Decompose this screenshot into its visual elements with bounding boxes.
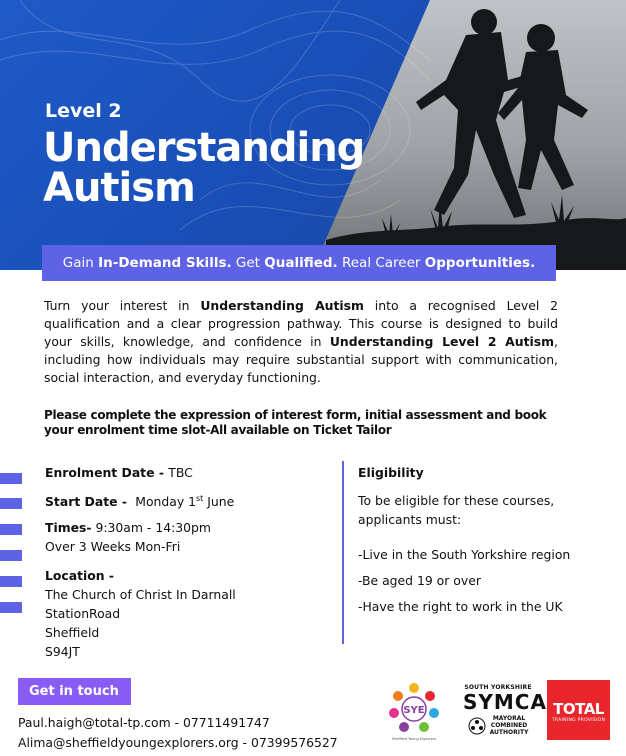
location-line: StationRoad <box>45 606 121 622</box>
enrolment-notice: Please complete the expression of interest form, initial assessment and book your enrolment time slot-All available on Ticket Tailor <box>44 408 547 437</box>
tagline-part: Get <box>231 255 265 271</box>
description-text: Turn your interest in <box>44 298 201 313</box>
tagline-bold: In-Demand Skills. <box>98 255 232 271</box>
start-date-value: Monday 1 <box>131 494 196 510</box>
times-label: Times- <box>45 520 92 536</box>
marker-bar <box>0 602 22 613</box>
enrolment-date-label: Enrolment Date - <box>45 465 169 480</box>
total-main: TOTAL <box>553 700 604 718</box>
description-text: , including how individuals may require substantial support with communication, social interaction, and everyday functioning. <box>44 334 558 385</box>
description-bold: Understanding Level 2 Autism <box>329 334 555 349</box>
course-title-line-2: Autism <box>43 165 195 211</box>
tagline-bold: Opportunities. <box>424 255 536 271</box>
total-training-logo <box>547 680 610 740</box>
start-date <box>45 489 325 511</box>
marker-bar <box>0 576 22 587</box>
contact-details <box>18 713 338 753</box>
eligibility-criterion: -Have the right to work in the UK <box>358 599 563 614</box>
contact-line[interactable]: Paul.haigh@total-tp.com - 07711491747 <box>18 715 270 730</box>
contact-line[interactable]: Alima@sheffieldyoungexplorers.org - 07399576527 <box>18 735 338 750</box>
marker-bar <box>0 473 22 484</box>
total-sub: TRAINING PROVISION <box>551 718 606 723</box>
course-level: Level 2 <box>45 100 122 122</box>
symca-emblem-icon <box>468 717 486 735</box>
column-divider <box>342 461 344 644</box>
eligibility-section <box>358 463 608 623</box>
marker-bar <box>0 550 22 561</box>
start-date-label: Start Date - <box>45 494 132 510</box>
eligibility-criterion: -Be aged 19 or over <box>358 573 481 588</box>
get-in-touch-button[interactable]: Get in touch <box>18 678 131 705</box>
children-silhouette-image <box>326 0 626 270</box>
tagline-part: Gain <box>62 255 99 271</box>
course-description <box>44 297 558 387</box>
times-note: Over 3 Weeks Mon-Fri <box>45 539 181 555</box>
enrolment-date-value: TBC <box>168 465 193 480</box>
location-label: Location - <box>45 568 115 584</box>
tagline-bold: Qualified. <box>264 255 338 271</box>
location-line: S94JT <box>45 644 80 660</box>
tagline-part: Real Career <box>337 255 425 271</box>
location-line: Sheffield <box>45 625 100 641</box>
symca-emblem-row <box>463 715 533 736</box>
location <box>45 566 325 661</box>
symca-sub: MAYORAL COMBINED AUTHORITY <box>489 715 529 736</box>
course-title-line-1: Understanding <box>43 125 365 171</box>
course-details <box>45 463 325 668</box>
enrolment-date <box>45 463 325 482</box>
symca-logo <box>463 684 547 736</box>
sye-logo <box>386 680 442 742</box>
eligibility-criterion: -Live in the South Yorkshire region <box>358 547 571 562</box>
description-text: into a recognised Level 2 qualification and a clear progression pathway. This course is designed to build your skills, knowledge, and confidence in <box>44 298 558 349</box>
svg-text:Sheffield Young Explorers: Sheffield Young Explorers <box>391 737 437 741</box>
eligibility-intro: To be eligible for these courses, applicants must: <box>358 493 555 527</box>
location-line: The Church of Christ In Darnall <box>45 587 236 603</box>
times <box>45 518 325 556</box>
description-bold: Understanding Autism <box>200 298 364 313</box>
start-date-suffix: st <box>196 494 204 503</box>
svg-text:SYE: SYE <box>403 705 425 716</box>
symca-main: SYMCA <box>463 690 547 714</box>
tagline-banner <box>42 245 556 281</box>
marker-bar <box>0 498 22 509</box>
times-value: 9:30am - 14:30pm <box>91 520 211 536</box>
marker-bar <box>0 524 22 535</box>
start-date-month: June <box>203 494 235 510</box>
course-title <box>43 125 365 211</box>
eligibility-heading: Eligibility <box>358 465 424 480</box>
symca-top: SOUTH YORKSHIRE <box>464 684 532 691</box>
